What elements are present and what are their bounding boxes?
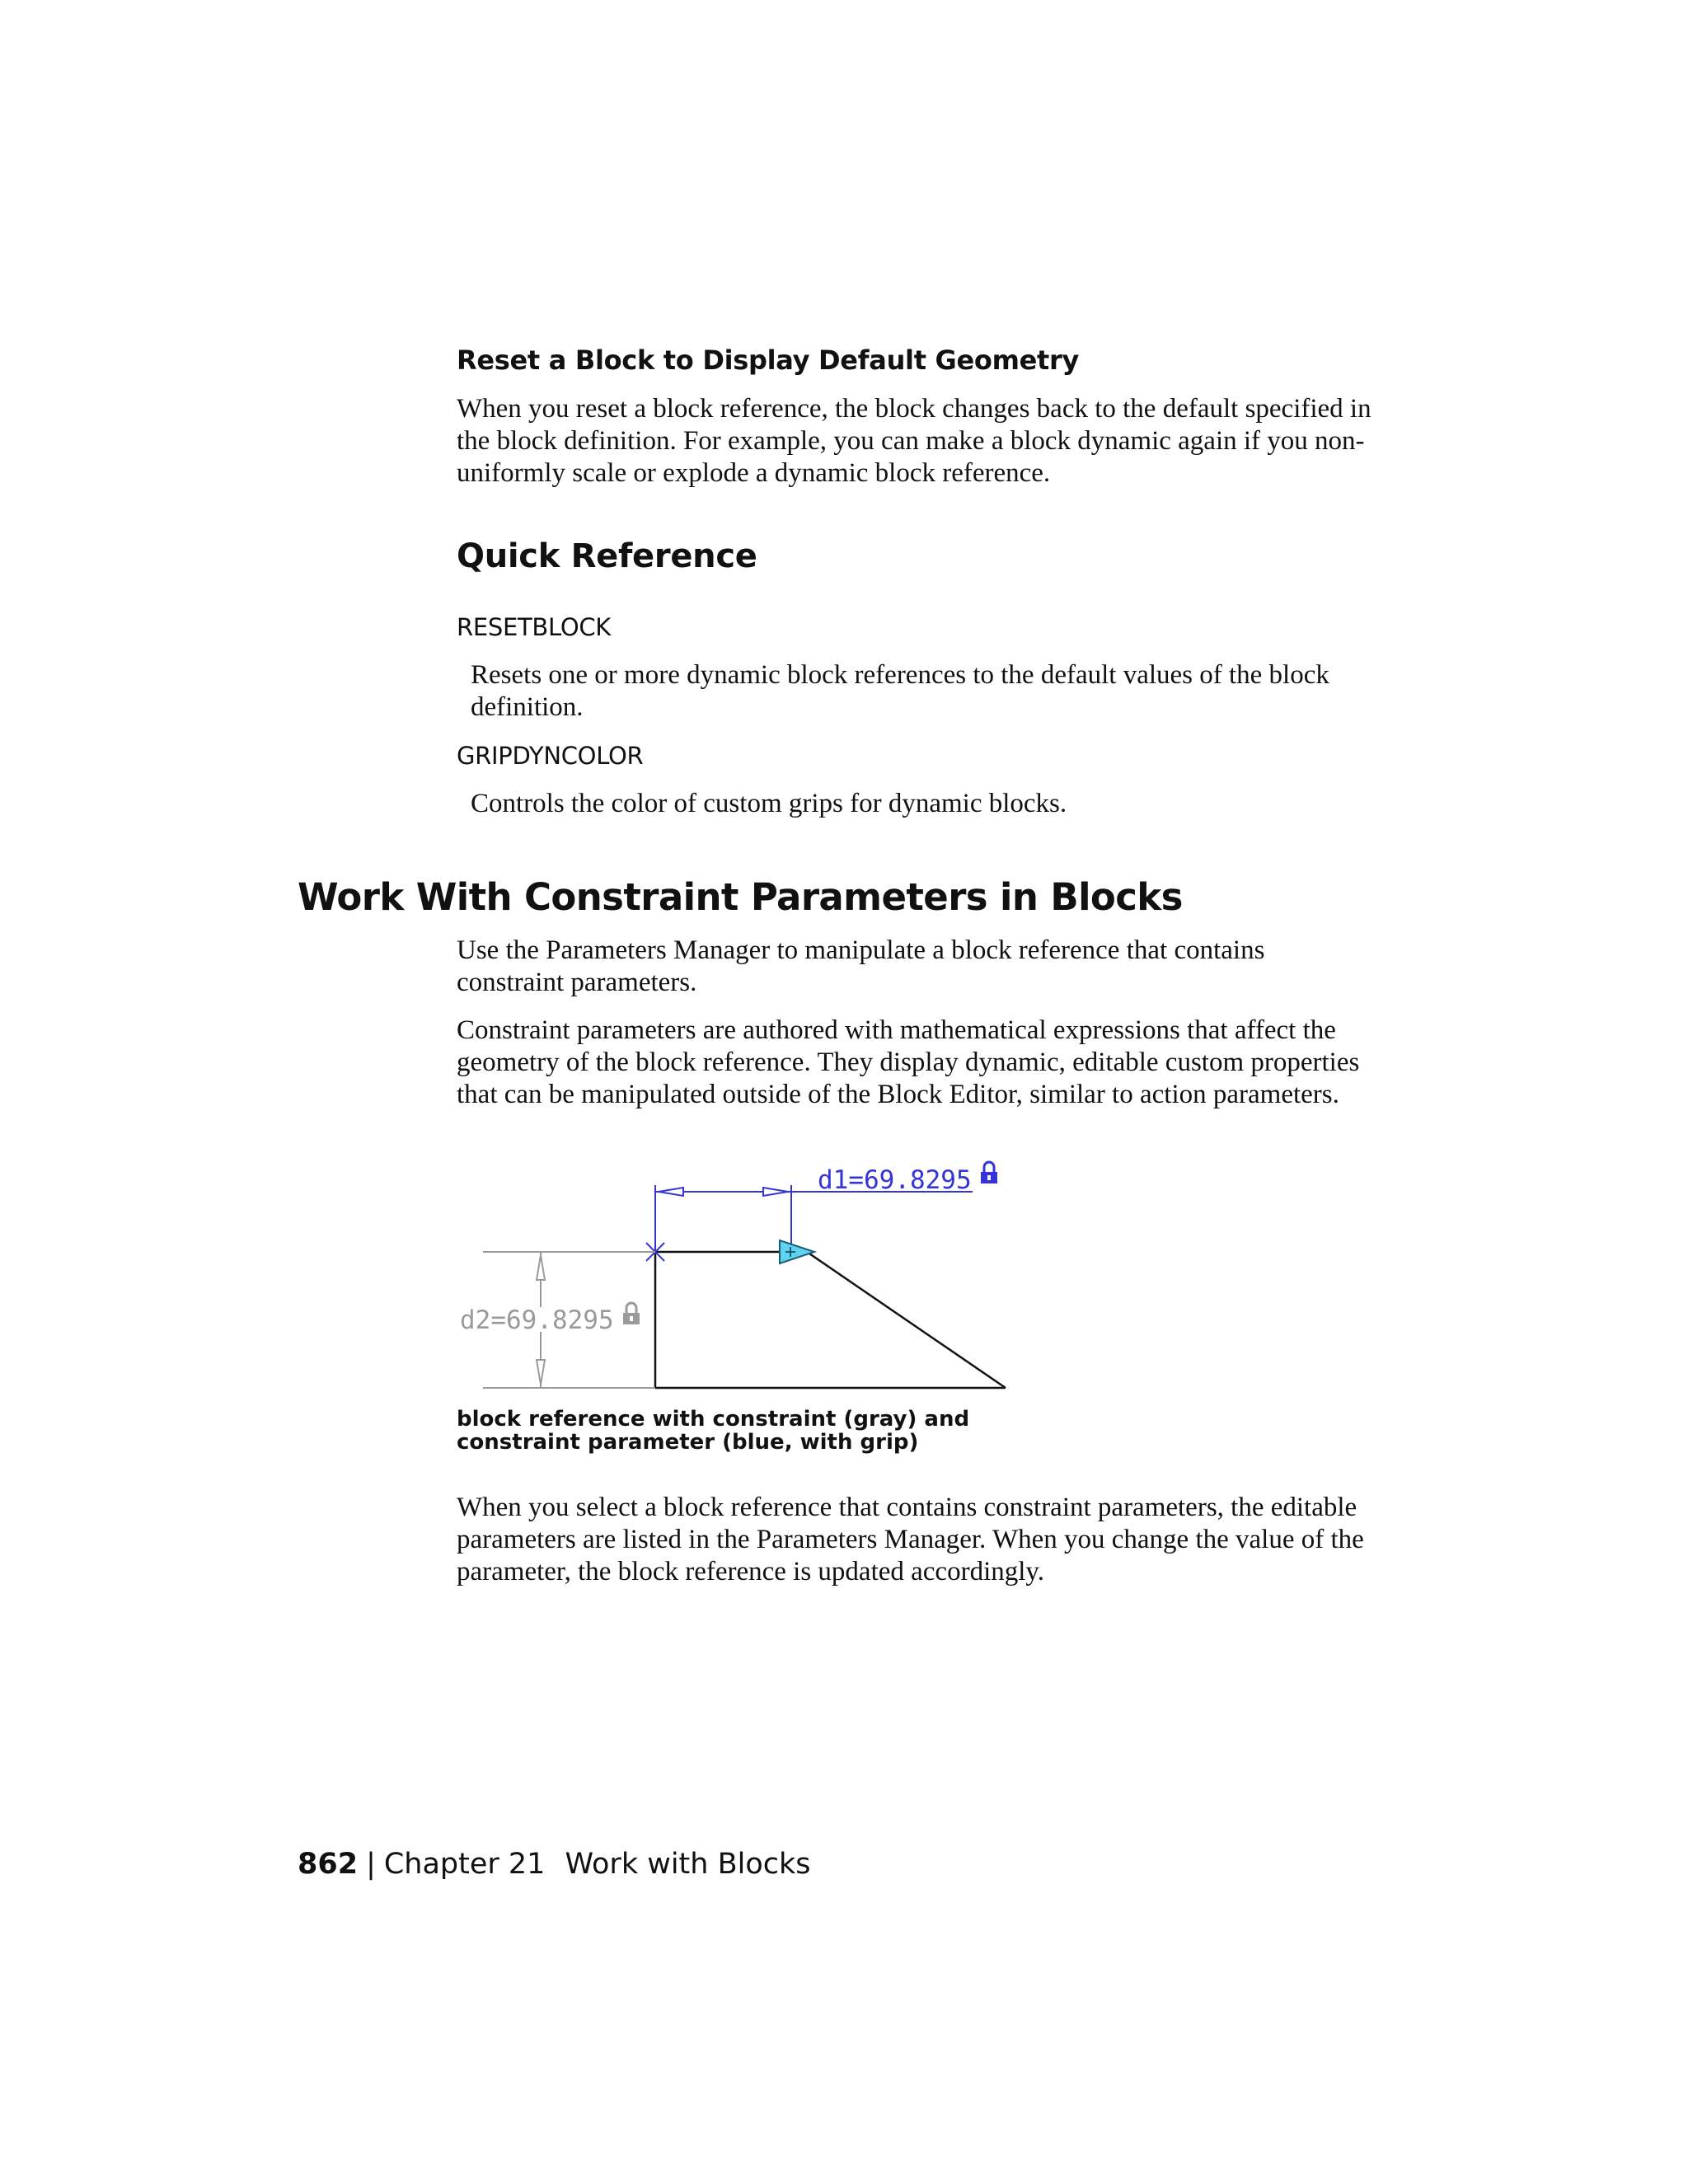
footer-chapter: Chapter 21 [383,1848,546,1881]
section-heading: Work With Constraint Parameters in Blocks [298,875,1183,919]
lock-icon [981,1162,997,1183]
d2-dimension-label: d2=69.8295 [460,1305,614,1335]
quick-reference-heading: Quick Reference [457,537,757,575]
quick-reference-term: GRIPDYNCOLOR [457,742,644,770]
page-footer [298,1848,810,1881]
subsection-body: When you reset a block reference, the block changes back to the default specified in the block definition. For example, you can make a block dynamic again if you non-uniformly scale or explode a dynamic block reference. [457,394,1372,488]
constraint-figure [457,1154,1025,1401]
block-geometry [655,1252,1006,1388]
figure-caption: block reference with constraint (gray) and constraint parameter (blue, with grip) [457,1407,970,1455]
section-paragraph: Constraint parameters are authored with mathematical expressions that affect the geometry of the block reference. They display dynamic, editable custom properties that can be manipulated outside of the Block Editor, similar to action parameters. [457,1015,1360,1109]
quick-reference-description: Resets one or more dynamic block references to the default values of the block definition. [471,660,1329,722]
quick-reference-term: RESETBLOCK [457,613,612,641]
subsection-heading: Reset a Block to Display Default Geometry [457,344,1080,376]
lock-icon [623,1303,640,1324]
d1-dimension-label[interactable]: d1=69.8295 [818,1165,972,1195]
section-paragraph: Use the Parameters Manager to manipulate a block reference that contains constraint parameters. [457,935,1265,997]
section-paragraph: When you select a block reference that contains constraint parameters, the editable parameters are listed in the Parameters Manager. When you change the value of the parameter, the block reference is updated accordingly. [457,1493,1364,1586]
footer-chapter-title: Work with Blocks [565,1848,811,1881]
quick-reference-description: Controls the color of custom grips for dynamic blocks. [471,789,1067,818]
footer-separator: | [366,1848,376,1881]
page-number: 862 [298,1848,359,1881]
grip-icon[interactable] [780,1240,814,1263]
